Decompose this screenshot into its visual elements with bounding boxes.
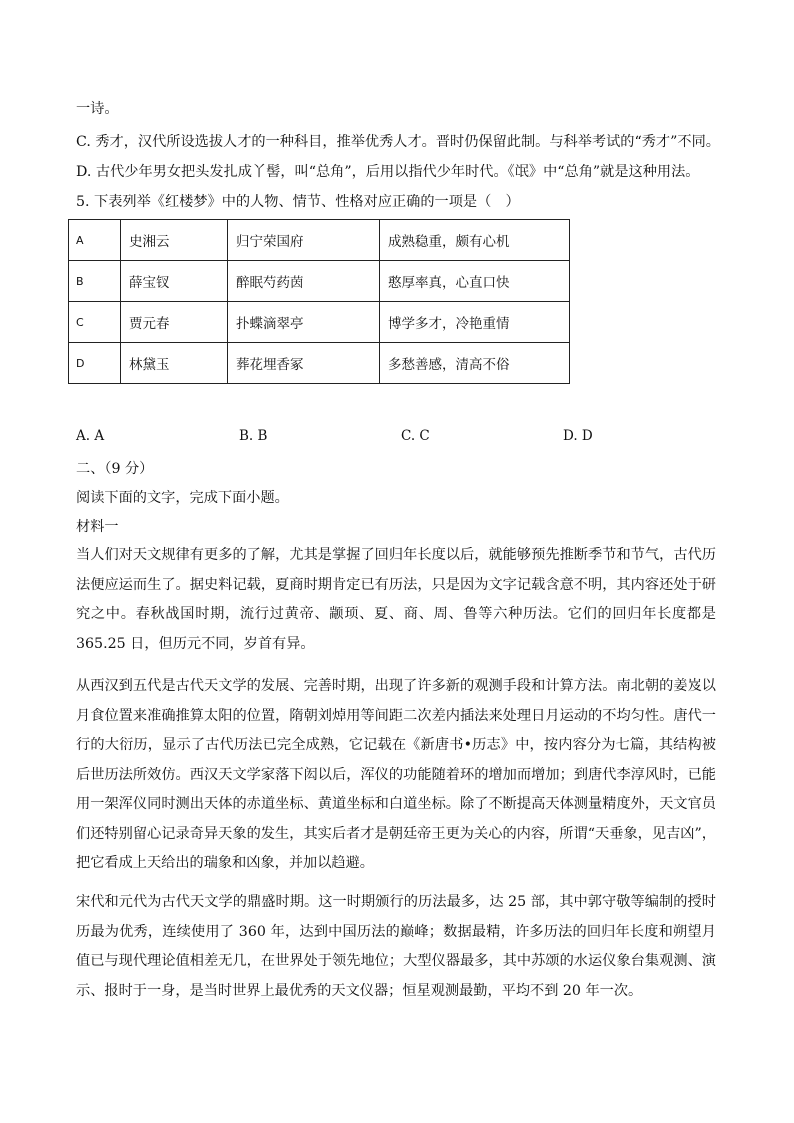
- choice-d: D. D: [563, 428, 593, 444]
- option-d-explanation: D. 古代少年男女把头发扎成丫髻，叫“总角”，后用以指代少年时代。《氓》中“总角”就是这种用法。: [76, 164, 700, 180]
- row-letter: A: [69, 220, 121, 261]
- paragraph-3: 宋代和元代为古代天文学的鼎盛时期。这一时期颁行的历法最多，达 25 部，其中郭守敬等编制的授时历最为优秀，连续使用了 360 年，达到中国历法的巅峰；数据最精，许多历法的回归年长度和朔望月值已与现代理论值相差无几，在世界处于领先地位；大型仪器最多，其中苏颂的水运仪象台集观测、演示、报时于一身，是当时世界上最优秀的天文仪器；恒星观测最勤，平均不到 20 年一次。: [76, 894, 716, 999]
- row-trait: 多愁善感，清高不俗: [380, 343, 570, 384]
- row-event: 扑蝶滴翠亭: [228, 302, 380, 343]
- row-trait: 憨厚率真，心直口快: [380, 261, 570, 302]
- row-letter: C: [69, 302, 121, 343]
- question-5-table: [68, 219, 570, 384]
- table-row: [69, 343, 570, 384]
- row-letter: B: [69, 261, 121, 302]
- table-row: [69, 261, 570, 302]
- row-event: 葬花埋香冢: [228, 343, 380, 384]
- row-event: 归宁荣国府: [228, 220, 380, 261]
- row-person: 史湘云: [121, 220, 228, 261]
- material-label: 材料一: [76, 519, 119, 535]
- paragraph-2: 从西汉到五代是古代天文学的发展、完善时期，出现了许多新的观测手段和计算方法。南北朝的姜岌以月食位置来准确推算太阳的位置，隋朝刘焯用等间距二次差内插法来处理日月运动的不均匀性。唐代一行的大衍历，显示了古代历法已完全成熟，它记载在《新唐书•历志》中，按内容分为七篇，其结构被后世历法所效仿。西汉天文学家落下闳以后，浑仪的功能随着环的增加而增加；到唐代李淳风时，已能用一架浑仪同时测出天体的赤道坐标、黄道坐标和白道坐标。除了不断提高天体测量精度外，天文官员们还特别留心记录奇异天象的发生，其实后者才是朝廷帝王更为关心的内容，所谓“天垂象，见吉凶”，把它看成上天给出的瑞象和凶象，并加以趋避。: [76, 678, 716, 871]
- intro-line-1: 一诗。: [76, 101, 119, 117]
- table-row: [69, 220, 570, 261]
- choice-a: A. A: [76, 428, 105, 444]
- reading-instruction: 阅读下面的文字，完成下面小题。: [76, 490, 289, 506]
- question-5-stem: 5. 下表列举《红楼梦》中的人物、情节、性格对应正确的一项是（ ）: [76, 194, 520, 210]
- row-event: 醉眠芍药茵: [228, 261, 380, 302]
- paragraph-1: 当人们对天文规律有更多的了解，尤其是掌握了回归年长度以后，就能够预先推断季节和节气，古代历法便应运而生了。据史料记载，夏商时期肯定已有历法，只是因为文字记载含意不明，其内容还处于研究之中。春秋战国时期，流行过黄帝、颛顼、夏、商、周、鲁等六种历法。它们的回归年长度都是 365.25 日，但历元不同，岁首有异。: [76, 547, 716, 652]
- row-person: 林黛玉: [121, 343, 228, 384]
- row-person: 薛宝钗: [121, 261, 228, 302]
- row-person: 贾元春: [121, 302, 228, 343]
- choice-c: C. C: [401, 428, 430, 444]
- section-heading: 二、（9 分）: [76, 461, 154, 477]
- row-trait: 成熟稳重，颇有心机: [380, 220, 570, 261]
- option-c-explanation: C. 秀才，汉代所设选拔人才的一种科目，推举优秀人才。晋时仍保留此制。与科举考试的“秀才”不同。: [76, 134, 720, 150]
- table-row: [69, 302, 570, 343]
- row-letter: D: [69, 343, 121, 384]
- choice-b: B. B: [239, 428, 268, 444]
- row-trait: 博学多才，冷艳重情: [380, 302, 570, 343]
